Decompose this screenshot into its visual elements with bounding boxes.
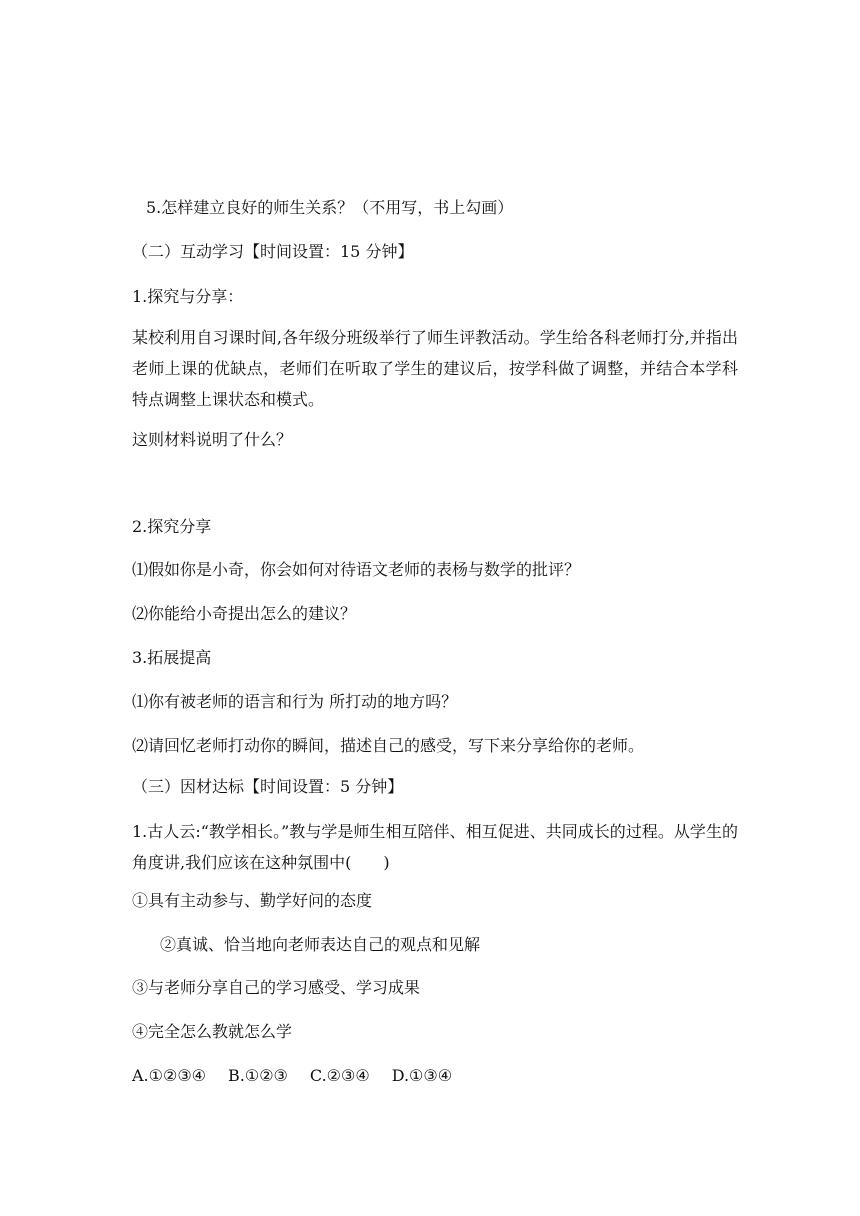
item-3-question-1: ⑴你有被老师的语言和行为 所打动的地方吗？	[132, 692, 458, 711]
section-3-question-1-stem: 1.古人云:“教学相长。”教与学是师生相互陪伴、相互促进、共同成长的过程。从学生的角度讲,我们应该在这种氛围中( )	[132, 822, 738, 872]
item-1-question: 这则材料说明了什么？	[132, 430, 293, 449]
section-3-heading: （三）因材达标【时间设置：5 分钟】	[132, 777, 404, 796]
statement-3: ③与老师分享自己的学习感受、学习成果	[132, 978, 421, 997]
item-3-title: 3.拓展提高	[132, 648, 212, 667]
statement-1: ①具有主动参与、勤学好问的态度	[132, 891, 373, 910]
item-3-question-2: ⑵请回忆老师打动你的瞬间，描述自己的感受，写下来分享给你的老师。	[132, 736, 645, 755]
item-2-question-2: ⑵你能给小奇提出怎么的建议？	[132, 604, 357, 623]
section-2-heading: （二）互动学习【时间设置：15 分钟】	[132, 242, 414, 261]
option-c: C.②③④	[309, 1066, 370, 1085]
option-b: B.①②③	[228, 1066, 288, 1085]
item-1-material: 某校利用自习课时间,各年级分班级举行了师生评教活动。学生给各科老师打分,并指出老师上课的优缺点，老师们在听取了学生的建议后，按学科做了调整，并结合本学科特点调整上课状态和模式。	[132, 328, 738, 409]
statement-4: ④完全怎么教就怎么学	[132, 1022, 293, 1041]
item-2-question-1: ⑴假如你是小奇，你会如何对待语文老师的表杨与数学的批评？	[132, 560, 581, 579]
option-a: A.①②③④	[132, 1066, 207, 1085]
question-5: 5.怎样建立良好的师生关系？（不用写，书上勾画）	[146, 198, 514, 217]
option-d: D.①③④	[391, 1066, 453, 1085]
answer-options	[132, 1066, 474, 1086]
statement-2: ②真诚、恰当地向老师表达自己的观点和见解	[160, 935, 481, 954]
item-1-title: 1.探究与分享：	[132, 287, 244, 306]
item-2-title: 2.探究分享	[132, 517, 212, 536]
